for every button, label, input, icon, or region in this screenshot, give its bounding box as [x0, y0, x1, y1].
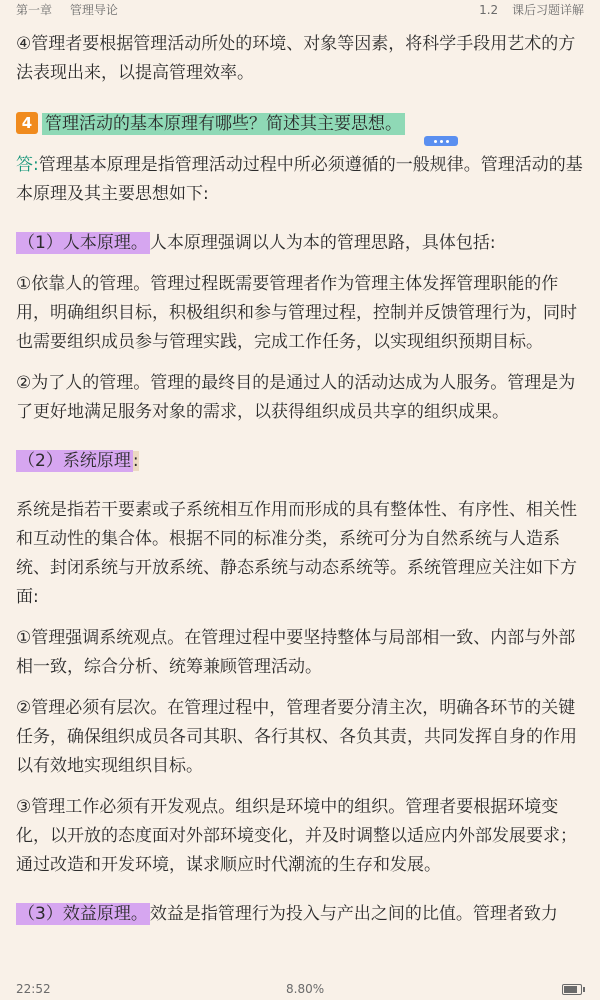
reading-progress: 8.80%: [286, 982, 325, 996]
principle1-item2: ②为了人的管理。管理的最终目的是通过人的活动达成为人服务。管理是为了更好地满足服务对象的需求，以获得组织成员共享的组织成果。: [16, 373, 576, 422]
principle1-item1: ①依靠人的管理。管理过程既需要管理者作为管理主体发挥管理职能的作用，明确组织目标，积极组织和参与管理过程，控制并反馈管理行为，同时也需要组织成员参与管理实践，完成工作任务，以实现组织预期目标。: [16, 274, 577, 352]
more-options-icon[interactable]: [424, 136, 458, 146]
principle2-heading[interactable]: （2）系统原理: [18, 451, 131, 471]
answer-text: 管理基本原理是指管理活动过程中所必须遵循的一般规律。管理活动的基本原理及其主要思想如下:: [16, 155, 583, 204]
reader-content: [16, 30, 584, 929]
principle1-paragraph: [16, 229, 584, 258]
answer-separator: :: [33, 155, 39, 175]
battery-level-fill: [564, 986, 577, 993]
question-text[interactable]: 管理活动的基本原理有哪些？简述其主要思想。: [42, 113, 405, 135]
principle3-intro: 效益是指管理行为投入与产出之间的比值。管理者致力: [149, 904, 558, 924]
battery-icon: [562, 984, 582, 995]
question-number-badge: 4: [16, 112, 38, 134]
principle2-heading-line: [16, 447, 584, 476]
principle2-intro: 系统是指若干要素或子系统相互作用而形成的具有整体性、有序性、相关性和互动性的集合体。根据不同的标准分类，系统可分为自然系统与人造系统、封闭系统与开放系统、静态系统与动态系统等。系统管理应关注如下方面:: [16, 500, 577, 607]
section-info: [469, 0, 584, 20]
reader-footer: [0, 978, 600, 1000]
principle1-heading[interactable]: （1）人本原理。: [18, 233, 148, 253]
reader-header: [0, 0, 600, 22]
chapter-info: [16, 0, 132, 20]
principle1-intro: 人本原理强调以人为本的管理思路，具体包括:: [149, 233, 496, 253]
principle3-paragraph: [16, 900, 584, 929]
principle3-heading[interactable]: （3）效益原理。: [18, 904, 148, 924]
principle2-item1: ①管理强调系统观点。在管理过程中要坚持整体与局部相一致、内部与外部相一致，综合分析、统筹兼顾管理活动。: [16, 628, 576, 677]
section-title: 课后习题详解: [511, 3, 584, 17]
section-number: 1.2: [479, 3, 499, 17]
clock-time: 22:52: [16, 982, 51, 996]
chapter-number: 第一章: [16, 3, 53, 17]
principle2-item3: ③管理工作必须有开发观点。组织是环境中的组织。管理者要根据环境变化，以开放的态度面对外部环境变化，并及时调整以适应内外部发展要求；通过改造和开发环境，谋求顺应时代潮流的生存和发展。: [16, 797, 577, 875]
question-line: [16, 110, 584, 139]
answer-paragraph: [16, 151, 584, 209]
intro-paragraph: ④管理者要根据管理活动所处的环境、对象等因素，将科学手段用艺术的方法表现出来，以提高管理效率。: [16, 34, 576, 83]
principle2-item2: ②管理必须有层次。在管理过程中，管理者要分清主次，明确各环节的关键任务，确保组织成员各司其职、各行其权、各负其责，共同发挥自身的作用以有效地实现组织目标。: [16, 698, 577, 776]
chapter-title: 管理导论: [69, 3, 118, 17]
answer-label: 答: [16, 155, 33, 175]
principle2-heading-colon: :: [132, 451, 139, 471]
